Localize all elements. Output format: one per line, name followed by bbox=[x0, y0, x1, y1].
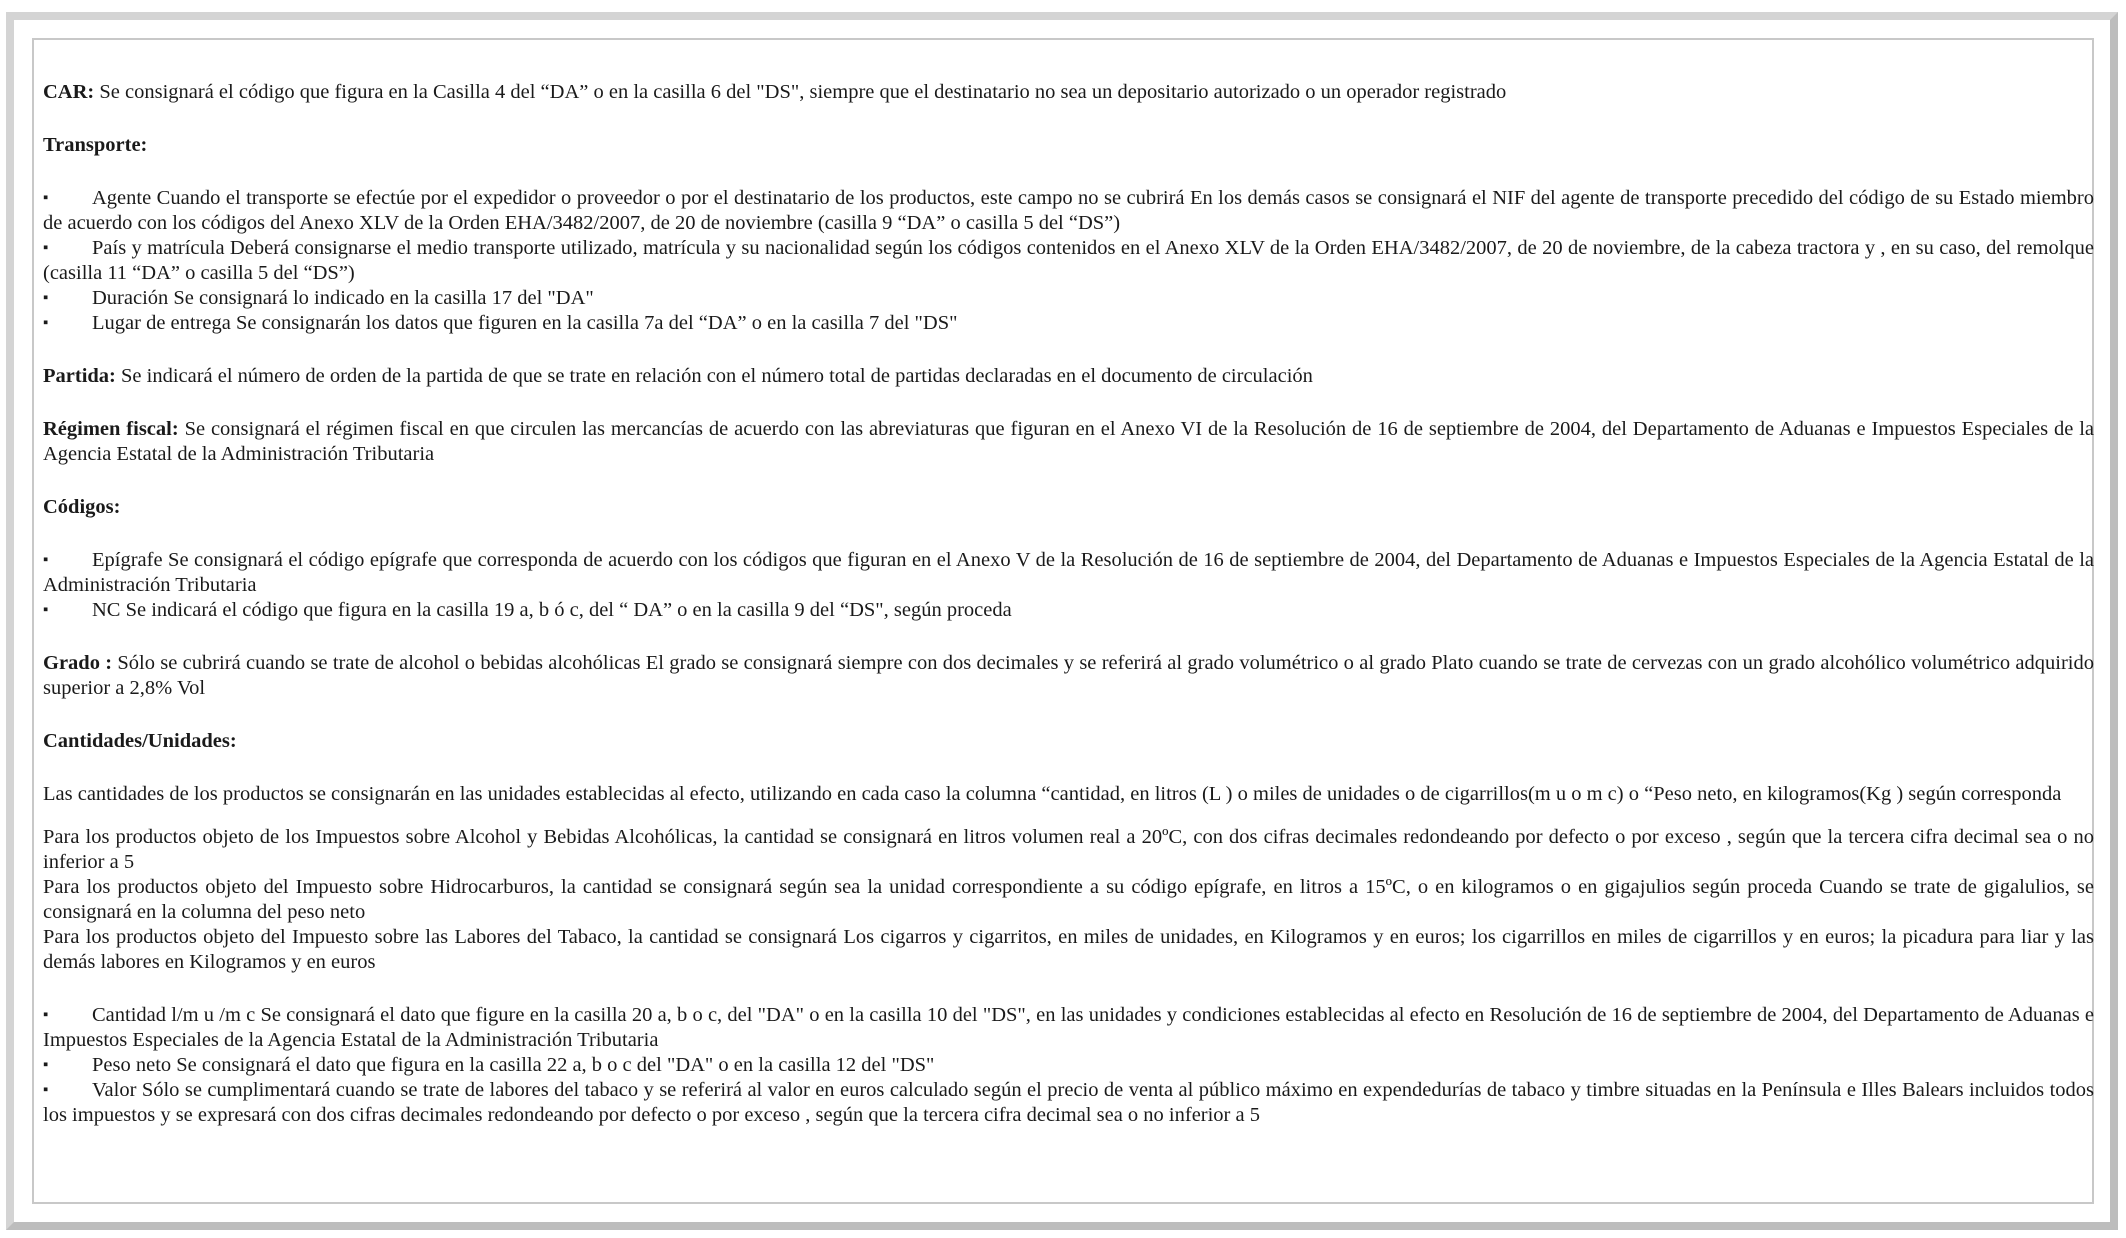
regimen-text: Se consignará el régimen fiscal en que circulen las mercancías de acuerdo con las abreviaturas que figuran en el Anexo VI de la Resolución de 16 de septiembre de 2004, del Departamento de Aduanas e Impuestos Especiales de la Agencia Estatal de la Administración Tributaria bbox=[43, 418, 2095, 465]
bullet-icon: ▪ bbox=[43, 1007, 49, 1023]
cantidades-item-peso-neto: ▪ Peso neto Se consignará el dato que figura en la casilla 22 a, b o c del "DA" o en la casilla 12 del "DS" bbox=[43, 1054, 935, 1076]
transporte-item-duracion: ▪ Duración Se consignará lo indicado en la casilla 17 del "DA" bbox=[43, 287, 594, 309]
transporte-item-lugar: ▪ Lugar de entrega Se consignarán los datos que figuren en la casilla 7a del “DA” o en la casilla 7 del "DS" bbox=[43, 312, 958, 334]
cantidades-paragraph-alcohol: Para los productos objeto de los Impuestos sobre Alcohol y Bebidas Alcohólicas, la cantidad se consignará en litros volumen real a 20ºC, con dos cifras decimales redondeando por defecto o por exceso , según que la tercera cifra decimal sea o no inferior a 5 bbox=[43, 826, 2094, 873]
transporte-heading: Transporte: bbox=[43, 134, 148, 156]
grado-paragraph bbox=[43, 651, 2094, 701]
bullet-icon: ▪ bbox=[43, 552, 49, 568]
transporte-item-agente: ▪ Agente Cuando el transporte se efectúe por el expedidor o proveedor o por el destinatario de los productos, este campo no se cubrirá En los demás casos se consignará el NIF del agente de transporte precedido del código de su Estado miembro de acuerdo con los códigos del Anexo XLV de la Orden EHA/3482/2007, de 20 de noviembre (casilla 9 “DA” o casilla 5 del “DS”) bbox=[43, 187, 2094, 234]
cantidades-heading: Cantidades/Unidades: bbox=[43, 730, 237, 752]
car-paragraph bbox=[43, 80, 2094, 105]
partida-paragraph bbox=[43, 364, 2094, 389]
regimen-paragraph bbox=[43, 417, 2094, 467]
cantidades-paragraph-tabaco: Para los productos objeto del Impuesto sobre las Labores del Tabaco, la cantidad se consignará Los cigarros y cigarritos, en miles de unidades, en Kilogramos y en euros; los cigarrillos en miles de cigarrillos y en euros; la picadura para liar y las demás labores en Kilogramos y en euros bbox=[43, 926, 2094, 973]
bullet-icon: ▪ bbox=[43, 1057, 49, 1073]
bullet-icon: ▪ bbox=[43, 1082, 49, 1098]
bullet-icon: ▪ bbox=[43, 602, 49, 618]
instructions-body bbox=[43, 80, 2094, 1128]
bullet-icon: ▪ bbox=[43, 290, 49, 306]
grado-label: Grado : bbox=[43, 652, 113, 674]
partida-text: Se indicará el número de orden de la partida de que se trate en relación con el número total de partidas declaradas en el documento de circulación bbox=[115, 365, 1313, 387]
bullet-icon: ▪ bbox=[43, 240, 49, 256]
bullet-icon: ▪ bbox=[43, 315, 49, 331]
grado-text: Sólo se cubrirá cuando se trate de alcohol o bebidas alcohólicas El grado se consignará siempre con dos decimales y se referirá al grado volumétrico o al grado Plato cuando se trate de cervezas con un grado alcohólico volumétrico adquirido superior a 2,8% Vol bbox=[43, 652, 2094, 699]
codigos-heading: Códigos: bbox=[43, 496, 121, 518]
cantidades-item-valor: ▪ Valor Sólo se cumplimentará cuando se trate de labores del tabaco y se referirá al valor en euros calculado según el precio de venta al público máximo en expendedurías de tabaco y timbre situadas en la Península e Illes Balears incluidos todos los impuestos y se expresará con dos cifras decimales redondeando por defecto o por exceso , según que la tercera cifra decimal sea o no inferior a 5 bbox=[43, 1079, 2094, 1126]
cantidades-item-cantidad: ▪ Cantidad l/m u /m c Se consignará el dato que figure en la casilla 20 a, b o c, del "DA" o en la casilla 10 del "DS", en las unidades y condiciones establecidas al efecto en Resolución de 16 de septiembre de 2004, del Departamento de Aduanas e Impuestos Especiales de la Agencia Estatal de la Administración Tributaria bbox=[43, 1004, 2094, 1051]
cantidades-intro: Las cantidades de los productos se consignarán en las unidades establecidas al efecto, utilizando en cada caso la columna “cantidad, en litros (L ) o miles de unidades o de cigarrillos(m u o m c) o “Peso neto, en kilogramos(Kg ) según corresponda bbox=[43, 783, 2062, 805]
car-label: CAR: bbox=[43, 81, 95, 103]
codigos-item-nc: ▪ NC Se indicará el código que figura en la casilla 19 a, b ó c, del “ DA” o en la casilla 9 del “DS", según proceda bbox=[43, 599, 1012, 621]
partida-label: Partida: bbox=[43, 365, 116, 387]
regimen-label: Régimen fiscal: bbox=[43, 418, 179, 440]
transporte-item-pais: ▪ País y matrícula Deberá consignarse el medio transporte utilizado, matrícula y su nacionalidad según los códigos contenidos en el Anexo XLV de la Orden EHA/3482/2007, de 20 de noviembre, de la cabeza tractora y , en su caso, del remolque (casilla 11 “DA” o casilla 5 del “DS”) bbox=[43, 237, 2094, 284]
cantidades-paragraph-hidrocarburos: Para los productos objeto del Impuesto sobre Hidrocarburos, la cantidad se consignará según sea la unidad correspondiente a su código epígrafe, en litros a 15ºC, o en kilogramos o en gigajulios según proceda Cuando se trate de gigalulios, se consignará en la columna del peso neto bbox=[43, 876, 2094, 923]
codigos-item-epigrafe: ▪ Epígrafe Se consignará el código epígrafe que corresponda de acuerdo con los códigos que figuran en el Anexo V de la Resolución de 16 de septiembre de 2004, del Departamento de Aduanas e Impuestos Especiales de la Agencia Estatal de la Administración Tributaria bbox=[43, 549, 2094, 596]
car-text: Se consignará el código que figura en la Casilla 4 del “DA” o en la casilla 6 del "DS", siempre que el destinatario no sea un depositario autorizado o un operador registrado bbox=[94, 81, 1507, 103]
bullet-icon: ▪ bbox=[43, 190, 49, 206]
